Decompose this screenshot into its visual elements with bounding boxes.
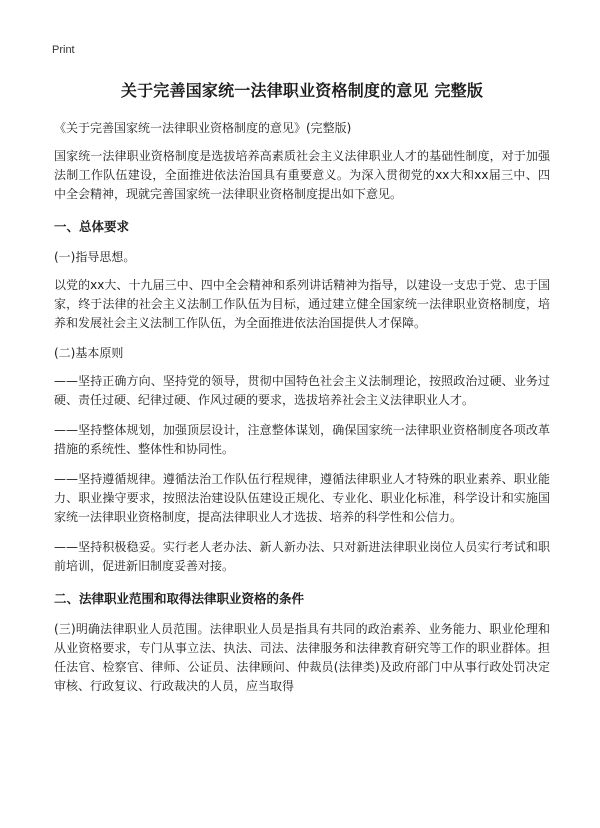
section-1-subheading-1: (一)指导思想。 [54, 250, 136, 264]
section-2-paragraph-1: (三)明确法律职业人员范围。法律职业人员是指具有共同的政治素养、业务能力、职业伦理和从业资格要求，专门从事立法、执法、司法、法律服务和法律教育研究等工作的职业群体。担任法官、检察官、律师、公证员、法律顾问、仲裁员(法律类)及政府部门中从事行政处罚决定审核、行政复议、行政裁决的人员，应当取得 [54, 622, 550, 693]
section-2-heading: 二、法律职业范围和取得法律职业资格的条件 [54, 591, 305, 606]
intro-paragraph: 国家统一法律职业资格制度是选拔培养高素质社会主义法律职业人才的基础性制度，对于加强法制工作队伍建设，全面推进依法治国具有重要意义。为深入贯彻党的xx大和xx届三中、四中全会精神，现就完善国家统一法律职业资格制度提出如下意见。 [54, 149, 550, 201]
section-1-subheading-2: (二)基本原则 [54, 346, 124, 360]
print-label: Print [52, 44, 75, 56]
section-1-heading: 一、总体要求 [54, 219, 130, 234]
principle-paragraph: ——坚持正确方向、坚持党的领导，贯彻中国特色社会主义法制理论，按照政治过硬、业务过硬、责任过硬、纪律过硬、作风过硬的要求，选拔培养社会主义法律职业人才。 [54, 374, 550, 407]
document-body [54, 78, 550, 707]
principle-paragraph: ——坚持整体规划，加强顶层设计，注意整体谋划，确保国家统一法律职业资格制度各项改革措施的系统性、整体性和协同性。 [54, 423, 550, 456]
principle-paragraph: ——坚持积极稳妥。实行老人老办法、新人新办法、只对新进法律职业岗位人员实行考试和职前培训，促进新旧制度妥善对接。 [54, 540, 550, 573]
document-title: 关于完善国家统一法律职业资格制度的意见 完整版 [120, 81, 484, 100]
section-1-paragraph-1: 以党的xx大、十九届三中、四中全会精神和系列讲话精神为指导，以建设一支忠于党、忠于国家，终于法律的社会主义法制工作队伍为目标，通过建立健全国家统一法律职业资格制度，培养和发展社会主义法制工作队伍，为全面推进依法治国提供人才保障。 [54, 278, 550, 330]
principle-paragraph: ——坚持遵循规律。遵循法治工作队伍行程规律，遵循法律职业人才特殊的职业素养、职业能力、职业操守要求，按照法治建设队伍建设正规化、专业化、职业化标准，科学设计和实施国家统一法律职业资格制度，提高法律职业人才选拔、培养的科学性和公信力。 [54, 472, 550, 524]
document-subtitle: 《关于完善国家统一法律职业资格制度的意见》(完整版) [54, 121, 352, 135]
